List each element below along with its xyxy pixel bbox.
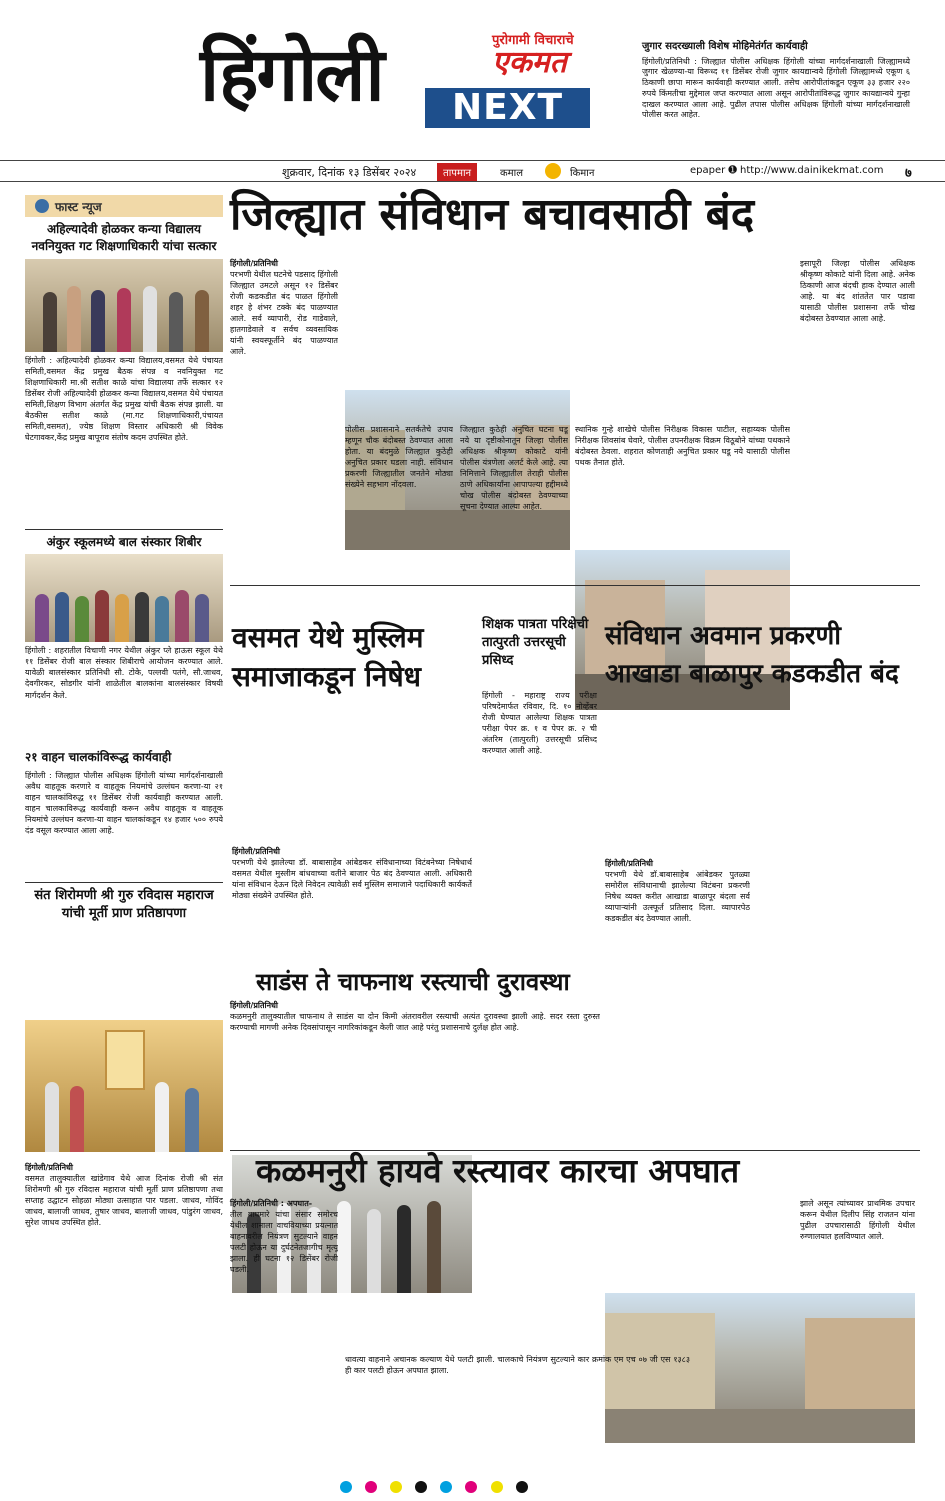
temperature-max: कमाल [500,168,524,179]
story-ahilya-body: हिंगोली : अहिल्यादेवी होळकर कन्या विद्यालय,वसमत येथे पंचायत समिती,वसमत केंद्र प्रमुख बैठक संपन्न व नवनियुक्त गट शिक्षणाधिकारी मा.श्री सतीश काळे यांचा विद्यालया तर्फे सत्कार १२ डिसेंबर रोजी अहिल्यादेवी होळकर कन्या विद्यालय,वसमत येथे पंचायत समिती,शिक्षण विभाग अंतर्गत केंद्र प्रमुख यांची बैठक संपन्न झाली. या बैठकीस सतीश काळे (मा.गट शिक्षणाधिकारी,पंचायत समिती,वसमत), ज्येष्ठ शिक्षण विस्तार अधिकारी श्री विवेक घेटगावकर,केंद्र प्रमुख बापूराव संतोष कदम उपस्थित होते. [25,355,223,442]
accident-col1 [230,1198,338,1464]
next-logo: NEXT [425,88,590,128]
story-ravidas-head: संत शिरोमणी श्री गुरु रविदास महाराज यांची मूर्ती प्राण प्रतिष्ठापणा [34,888,214,922]
main-byline: हिंगोली/प्रतिनिधी [230,259,279,268]
ravidas-byline: हिंगोली/प्रतिनिधी [25,1163,74,1172]
accident-col2 [345,1354,690,1454]
main-body-1: परभणी येथील घटनेचे पडसाद हिंगोली जिल्ह्यात उमटले असून १२ डिसेंबर रोजी कडकडीत बंद पाळत हिंगोली शहर हे शंभर टक्के बंद पाळण्यात आले. सर्व व्यापारी, रोड गाडेवाले, हातगाडेवाले व सर्वच व्यवसायिक यांनी स्वयस्फूर्तीने बंद पाळण्यात आले. [230,270,338,357]
story-ankur-head: अंकुर स्कूलमध्ये बाल संस्कार शिबीर [46,534,202,549]
main-story-col5 [800,258,915,578]
epaper-link[interactable]: epaper ➊ http://www.dainikekmat.com [690,165,884,176]
main-story-col1 [230,258,338,589]
ravidas-body: वसमत तालुक्यातील खांडेगाव येथे आज दिनांक रोजी श्री संत शिरोमणी श्री गुरु रविदास महाराज यांची मूर्ती प्राण प्रतिष्ठापणा तथा सप्ताह उद्घाटन सोहळा मोठ्या उत्साहात पार पडला. जाधव, गोविंद जाधव, बालाजी जाधव, तुषार जाधव, बालाजी जाधव, पांडुरंग जाधव, सुरेश जाधव उपस्थित होते. [25,1174,223,1228]
temperature-min: किमान [570,168,595,179]
accident-col3 [800,1198,915,1453]
page-number: ७ [905,166,912,181]
print-registration-marks [340,1478,620,1492]
teacher-test-body: हिंगोली - महाराष्ट्र राज्य परीक्षा परिषदेमार्फत रविवार, दि. १० नोव्हेंबर रोजी घेण्यात आलेल्या शिक्षक पात्रता परीक्षा पेपर क्र. १ व पेपर क्र. २ ची अंतरिम (तात्पुरती) उत्तरसूची प्रसिध्द करण्यात आली आहे. [482,691,597,756]
balapur-byline: हिंगोली/प्रतिनिधी [605,859,654,868]
accident-body-2: धावत्या वाहनाने अचानक कल्याण येथे पलटी झाली. चालकाचे नियंत्रण सुटल्याने कार क्रमांक एम एच ०७ जी एस १३८३ ही कार पलटी होऊन अपघात झाला. [345,1355,690,1376]
story-vehicle-body: हिंगोली : जिल्ह्यात पोलीस अधिक्षक हिंगोली यांच्या मार्गदर्शनाखाली अवैध वाहतूक करणारे व वाहतूक नियमांचे उल्लंघन करणा-या २१ वाहन चालकांविरुद्ध ११ डिसेंबर रोजी कार्यवाही करण्यात आली. वाहन चालकाविरूद्ध कार्यवाही करून अवैध वाहतूक व वाहतूक नियमांचे उल्लंघन करणा-या वाहन चालकांकडून १४ हजार ५०० रुपये दंड वसूल करण्यात आला आहे. [25,771,223,836]
road-body: कळमनुरी तालुक्यातील चाफनाथ ते साडंस या दोन किमी अंतरावरील रस्त्याची अत्यंत दुरावस्था झाली आहे. सदर रस्ता दुरुस्त करण्याची मागणी अनेक दिवसांपासून नागरिकांकडून केली जात आहे परंतु प्रशासनाचे दुर्लक्ष होत आहे. [230,1012,600,1033]
accident-headline: कळमनुरी हायवे रस्त्यावर कारचा अपघात [256,1151,740,1190]
road-text [230,1000,600,1149]
photo-ravidas-idol [25,1020,223,1152]
main-headline: जिल्ह्यात संविधान बचावसाठी बंद [230,189,755,240]
top-news-headline: जुगार सदरख्याली विशेष मोहिमेतंर्गत कार्यवाही [642,41,808,52]
brand-tagline: पुरोगामी विचाराचे [492,33,574,48]
main-story-col2 [345,424,453,572]
balapur-text [605,858,750,969]
protest-text [232,846,472,967]
accident-body-1: तील वाघमारे यांचा संसार समोरच येथील शानाला वाचवियाच्या प्रयत्नात बाहनावरील नियंत्रण सुटल्याने वाहन पलटी होऊन या दुर्घटनेतजागीच मृत्यू झाला. ही घटना १२ डिसेंबर रोजी घडली. [230,1210,338,1275]
story-vehicle-head: २१ वाहन चालकांविरूद्ध कार्यवाही [25,750,172,765]
photo-felicitation [25,259,223,352]
road-byline: हिंगोली/प्रतिनिधी [230,1001,279,1010]
main-body-2: पोलीस प्रशासनाने सतर्कतेचे उपाय म्हणून चौक बंदोबस्त ठेवण्यात आला होता. या बंदमुळे जिल्ह्यात कुठेही अनुचित प्रकार घडला नाही. संविधान प्रकरणी जिल्ह्यातील जनतेने मोठ्या संख्येने सहभाग नोंदवला. [345,425,453,490]
photo-ankur-school [25,554,223,642]
top-news-box [642,40,910,121]
sun-icon [545,163,561,179]
main-story-col4 [575,424,790,572]
road-headline: साडंस ते चाफनाथ रस्त्याची दुरावस्था [256,967,570,996]
brand-logo: एकमत [492,45,567,80]
main-story-col3 [460,424,568,572]
protest-body: परभणी येथे झालेल्या डॉ. बाबासाहेब आंबेडकर संविधानाच्या विटंबनेच्या निषेधार्थ वसमत येथील मुस्लीम बांधवाच्या वतीने बाजार पेठ बंद ठेवण्यात आली. अधिकारी यांना संविधान देऊन दिले निवेदन त्यावेळी सर्व मुस्लिम समाजाने पदाधिकारी कार्यकर्ते मोठ्या संख्येने उपस्थित होते. [232,858,472,901]
issue-date: शुक्रवार, दिनांक १३ डिसेंबर २०२४ [282,166,417,179]
dateline-bar [0,160,945,182]
main-body-4: स्थानिक गुन्हे शाखेचे पोलीस निरीक्षक विकास पाटील, सहाय्यक पोलीस निरीक्षक शिवसांब घेवारे, पोलीस उपनरीक्षक विक्रम विठूबोने यांच्या पथकाने बंदोबस्त ठेवला. शहरात कोणताही अनुचित प्रकार घडू नये यासाठी पोलीस पथक तैनात होते. [575,425,790,468]
accident-byline: हिंगोली/प्रतिनिधी : अपघात- [230,1199,313,1208]
balapur-body: परभणी येथे डॉ.बाबासाहेब आंबेडकर पुतळ्या समोरील संविधानाची झालेल्या विटंबना प्रकरणी निषेध व्यक्त करीत आखाडा बाळापूर बंदला सर्व व्यापाऱ्यांनी उत्स्फूर्त प्रतिसाद दिला. व्यापारपेठ कडकडीत बंद ठेवण्यात आली. [605,870,750,924]
balapur-headline: संविधान अवमान प्रकरणी आखाडा बाळापुर कडकडीत बंद [605,621,899,689]
protest-headline: वसमत येथे मुस्लिम समाजाकडून निषेध [232,621,424,694]
temperature-label: तापमान [437,163,477,181]
chevron-icon [35,199,49,213]
fast-news-header [25,195,223,217]
teacher-test-headline: शिक्षक पात्रता परिक्षेची तात्पुरती उत्तरसूची प्रसिध्द [482,617,589,669]
main-body-3: जिल्ह्यात कुठेही अनुचित घटना घडू नये या दृष्टीकोनातून जिल्हा पोलीस अधिक्षक श्रीकृष्ण कोकाटे यांनी पोलीस यंत्रणेला अलर्ट केले आहे. त्या निमित्ताने जिल्ह्यातील तेराही पोलीस ठाणे अधिकार्यांना आपापल्या हद्दीमध्ये चोख पोलीस बंदोबस्त ठेवण्याच्या सूचना देण्यात आल्या आहेत. [460,425,568,512]
ravidas-text [25,1162,223,1473]
protest-byline: हिंगोली/प्रतिनिधी [232,847,281,856]
story-ahilya-head: अहिल्यादेवी होळकर कन्या विद्यालय नवनियुक्त गट शिक्षणाधिकारी यांचा सत्कार [31,222,217,253]
top-news-body: हिंगोली/प्रतिनिधी : जिल्ह्यात पोलीस अधिक्षक हिंगोली यांच्या मार्गदर्शनाखाली जिल्ह्यामध्ये जुगार खेळण्या-या विरूध्द ११ डिसेंबर रोजी जुगार कायद्यान्वये हिंगोली जिल्ह्यामध्ये एकूण ६ ठिकाणी छापा मारून कार्यवाही करण्यात आली. तसेच आरोपीतांकडून एकूण ३३ हजार २२० रुपये किंमतीचा मुद्देमाल जप्त करण्यात आला असून आरोपीतांविरूद्ध जुगार कायद्यान्वये गुन्हा दाखल करण्यात आला आहे. पुढील तपास पोलीस अधिक्षक हिंगोली यांच्या मार्गदर्शनाखाली पोलीस करत आहेत. [642,56,910,120]
accident-body-3: झाले असून त्यांच्यावर प्राथमिक उपचार करून येथील दिलीप सिंह राजतन यांना पुढील उपचारासाठी हिंगोली येथील रुग्णालयात हलविण्यात आले. [800,1199,915,1242]
fast-news-column [25,195,223,928]
masthead-title: हिंगोली [200,32,383,118]
teacher-test-text [482,690,597,960]
fast-news-title: फास्ट न्यूज [55,200,102,214]
main-body-5: इसापूरी जिल्हा पोलीस अधिक्षक श्रीकृष्ण कोकाटे यांनी दिला आहे. अनेक ठिकाणी आज बंदची हाक देण्यात आली आहे. या बंद शांततेत पार पडावा यासाठी पोलीस प्रशासना तर्फे चोख बंदोबस्त ठेवण्यात आला आहे. [800,259,915,324]
story-ankur-body: हिंगोली : शहरातील विचाणी नगर येथील अंकुर प्ले हाऊस स्कूल येथे ११ डिसेंबर रोजी बाल संस्कार शिबीराचे आयोजन करण्यात आले. यावेळी बालसंस्कार प्रतिनिधी सौ. टोके, पल्लवी पतंगे, सौ.जाधव, देवगीरकर, सोडगीर यांनी शाळेतील बालकांना बालसंस्कार विषयी मार्गदर्शन केले. [25,646,223,700]
